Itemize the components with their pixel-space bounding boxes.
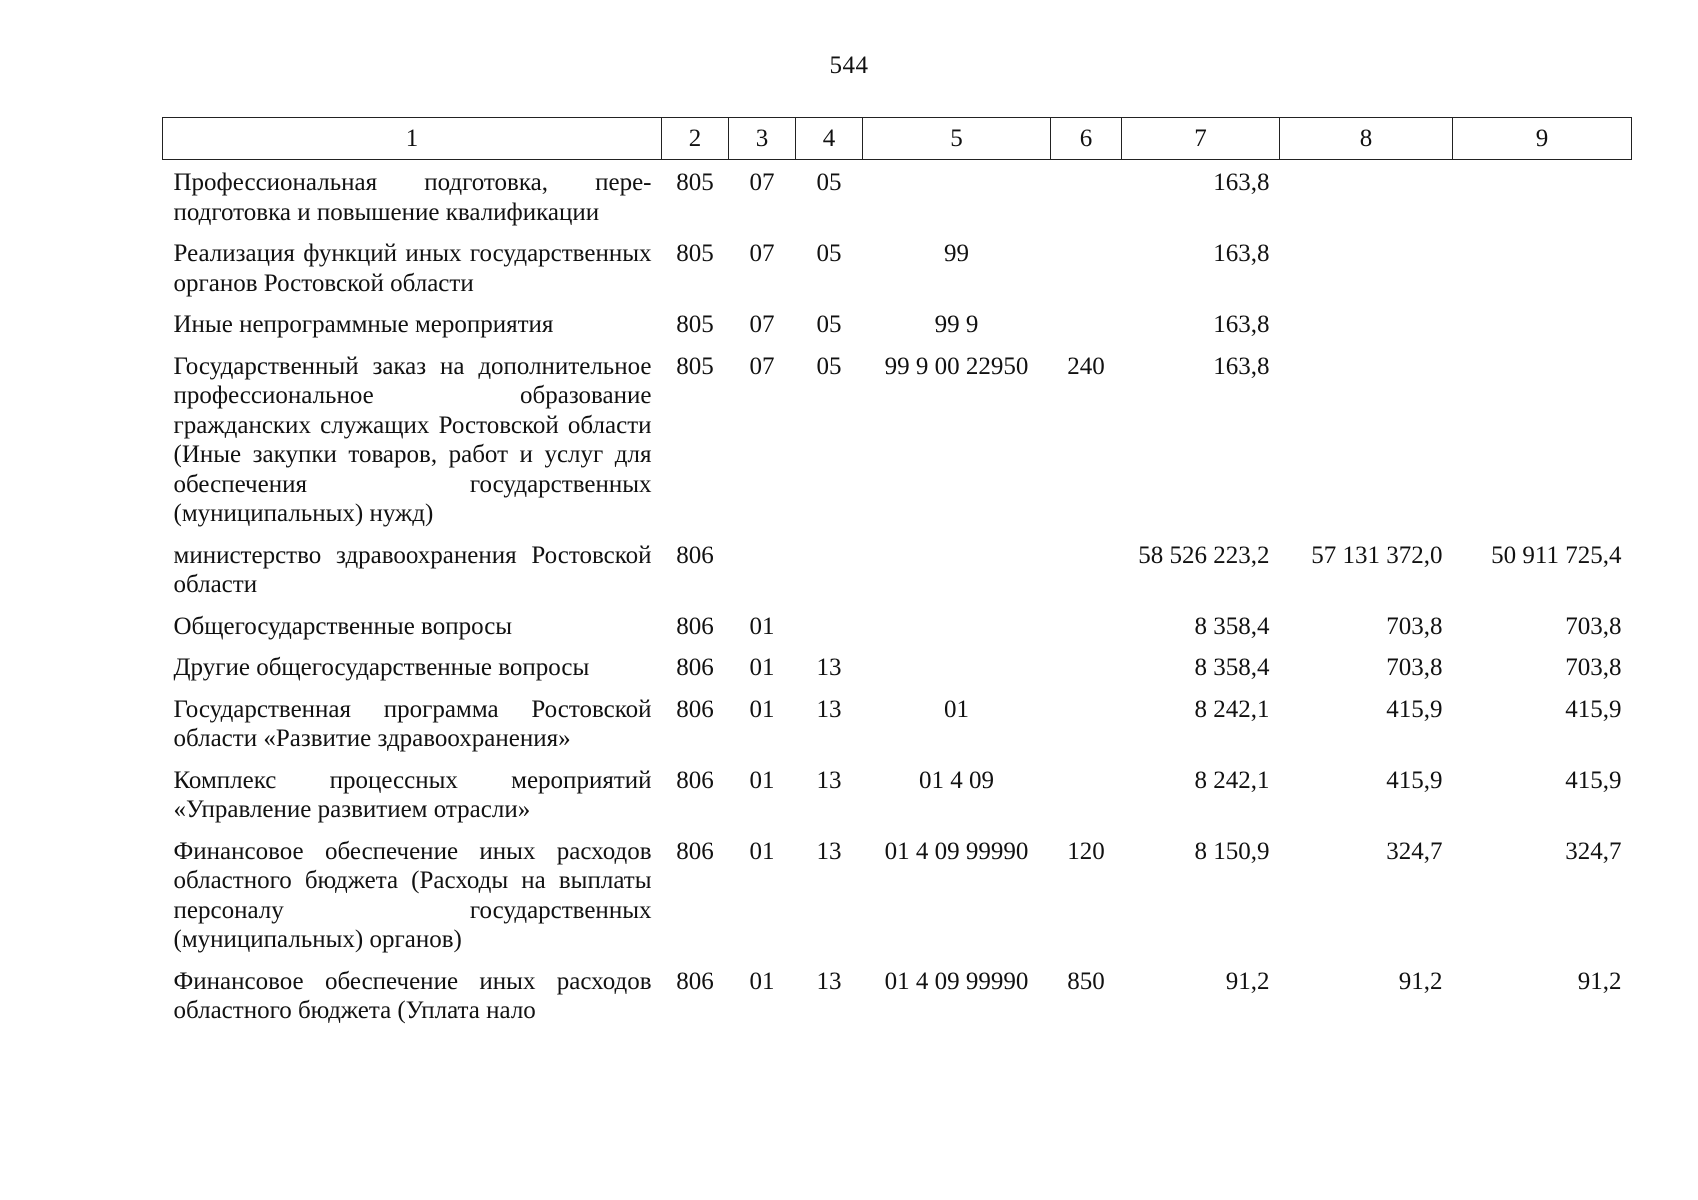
- code-cell-6: [1051, 533, 1122, 604]
- code-cell-2: 805: [676, 240, 714, 267]
- amount-cell-7: 163,8: [1213, 352, 1270, 380]
- amount-cell-9: [1453, 302, 1632, 344]
- code-cell-6: [1051, 302, 1122, 344]
- code-cell-4: 13: [816, 837, 842, 865]
- code-cell-5: 01: [944, 695, 969, 723]
- code-cell-4: 13: [816, 654, 842, 681]
- table-row: [163, 604, 1632, 646]
- code-cell-3: 07: [749, 311, 775, 338]
- amount-cell-9: 415,9: [1565, 695, 1622, 723]
- code-cell-2: 806: [676, 612, 714, 640]
- code-cell-5: 01 4 09: [919, 766, 994, 794]
- code-cell-2: 805: [676, 311, 714, 338]
- code-cell-5: 99 9 00 22950: [884, 352, 1029, 380]
- code-cell-3: [729, 533, 796, 604]
- code-cell-4: [796, 604, 863, 646]
- amount-cell-8: 57 131 372,0: [1311, 541, 1443, 569]
- amount-cell-7: 8 242,1: [1194, 695, 1270, 723]
- amount-cell-8: 415,9: [1386, 695, 1443, 723]
- code-cell-3: 01: [749, 837, 775, 865]
- amount-cell-7: 91,2: [1225, 967, 1270, 995]
- amount-cell-8: [1280, 302, 1453, 344]
- code-cell-3: 07: [749, 240, 775, 267]
- table-row: [163, 302, 1632, 344]
- code-cell-6: 850: [1067, 967, 1105, 995]
- code-cell-5: [863, 645, 1051, 687]
- budget-table: [162, 117, 1632, 1030]
- code-cell-5: [863, 160, 1051, 232]
- row-name-cell: Государственный заказ на дополнительное профессиональное образование гражданских служащих Ростовской области (Иные закупки товаров, работ и услуг для обеспечения государственных (муниципальных) нужд): [173, 352, 652, 527]
- amount-cell-7: 8 150,9: [1194, 837, 1270, 865]
- code-cell-4: 05: [816, 311, 842, 338]
- table-row: [163, 829, 1632, 959]
- code-cell-2: 806: [676, 541, 714, 569]
- column-header: 6: [1051, 118, 1122, 160]
- code-cell-4: 05: [816, 169, 842, 196]
- page-number: 544: [829, 52, 869, 79]
- amount-cell-7: 8 242,1: [1194, 766, 1270, 794]
- amount-cell-9: [1453, 344, 1632, 533]
- code-cell-2: 806: [676, 695, 714, 723]
- code-cell-3: 01: [749, 695, 775, 723]
- column-header: 3: [729, 118, 796, 160]
- row-name-cell: Комплекс процессных мероприятий «Управление развитием отрасли»: [173, 766, 652, 823]
- code-cell-2: 806: [676, 766, 714, 794]
- code-cell-4: 13: [816, 695, 842, 723]
- code-cell-6: [1051, 758, 1122, 829]
- code-cell-3: 07: [749, 169, 775, 196]
- code-cell-3: 07: [749, 352, 775, 380]
- amount-cell-8: 703,8: [1386, 654, 1443, 681]
- code-cell-5: [863, 604, 1051, 646]
- code-cell-4: 13: [816, 967, 842, 995]
- column-header: 9: [1453, 118, 1632, 160]
- code-cell-2: 806: [676, 967, 714, 995]
- row-name-cell: Финансовое обеспечение иных расходов областного бюджета (Расходы на выплаты персоналу государственных (муниципальных) органов): [173, 837, 652, 953]
- row-name-cell: министерство здравоохранения Ростовской области: [173, 541, 652, 598]
- code-cell-6: 240: [1067, 352, 1105, 380]
- table-row: [163, 533, 1632, 604]
- table-header: [163, 118, 1632, 160]
- code-cell-6: [1051, 645, 1122, 687]
- amount-cell-8: [1280, 231, 1453, 302]
- header-row: [163, 118, 1632, 160]
- amount-cell-8: [1280, 160, 1453, 232]
- amount-cell-7: 58 526 223,2: [1138, 541, 1270, 569]
- code-cell-4: 05: [816, 352, 842, 380]
- row-name-cell: Общегосударственные вопросы: [173, 612, 513, 640]
- amount-cell-9: 415,9: [1565, 766, 1622, 794]
- code-cell-5: 99: [944, 240, 969, 267]
- amount-cell-8: 703,8: [1386, 612, 1443, 640]
- column-header: 1: [163, 118, 662, 160]
- amount-cell-7: 163,8: [1213, 240, 1270, 267]
- code-cell-6: [1051, 231, 1122, 302]
- code-cell-6: 120: [1067, 837, 1105, 865]
- code-cell-6: [1051, 160, 1122, 232]
- column-header: 2: [662, 118, 729, 160]
- row-name-cell: Иные непрограммные мероприятия: [173, 311, 554, 338]
- code-cell-5: [863, 533, 1051, 604]
- amount-cell-9: [1453, 231, 1632, 302]
- code-cell-2: 806: [676, 837, 714, 865]
- table-row: [163, 344, 1632, 533]
- amount-cell-8: [1280, 344, 1453, 533]
- code-cell-3: 01: [749, 612, 775, 640]
- amount-cell-9: 91,2: [1577, 967, 1622, 995]
- column-header: 7: [1122, 118, 1280, 160]
- row-name-cell: Государственная программа Ростовской области «Развитие здравоохранения»: [173, 695, 652, 752]
- code-cell-4: 13: [816, 766, 842, 794]
- row-name-cell: Другие общегосударственные вопросы: [173, 654, 590, 681]
- code-cell-2: 806: [676, 654, 714, 681]
- row-name-cell: Профессиональная подготовка, переподготовка и повышение квалификации: [173, 169, 652, 226]
- code-cell-3: 01: [749, 654, 775, 681]
- code-cell-6: [1051, 604, 1122, 646]
- code-cell-5: 01 4 09 99990: [884, 967, 1029, 995]
- table-row: [163, 231, 1632, 302]
- code-cell-4: 05: [816, 240, 842, 267]
- amount-cell-8: 91,2: [1398, 967, 1443, 995]
- column-header: 8: [1280, 118, 1453, 160]
- code-cell-2: 805: [676, 169, 714, 196]
- row-name-cell: Реализация функций иных государственных органов Ростовской области: [173, 240, 652, 297]
- amount-cell-9: 703,8: [1565, 654, 1622, 681]
- code-cell-6: [1051, 687, 1122, 758]
- amount-cell-9: 50 911 725,4: [1491, 541, 1622, 569]
- amount-cell-9: 703,8: [1565, 612, 1622, 640]
- amount-cell-9: [1453, 160, 1632, 232]
- table-row: [163, 758, 1632, 829]
- table-row: [163, 687, 1632, 758]
- amount-cell-8: 324,7: [1386, 837, 1443, 865]
- amount-cell-7: 8 358,4: [1194, 654, 1270, 681]
- table-row: [163, 959, 1632, 1030]
- code-cell-3: 01: [749, 766, 775, 794]
- code-cell-3: 01: [749, 967, 775, 995]
- code-cell-5: 99 9: [934, 311, 979, 338]
- column-header: 4: [796, 118, 863, 160]
- code-cell-2: 805: [676, 352, 714, 380]
- amount-cell-7: 163,8: [1213, 169, 1270, 196]
- code-cell-5: 01 4 09 99990: [884, 837, 1029, 865]
- amount-cell-9: 324,7: [1565, 837, 1622, 865]
- amount-cell-8: 415,9: [1386, 766, 1443, 794]
- amount-cell-7: 8 358,4: [1194, 612, 1270, 640]
- table-row: [163, 645, 1632, 687]
- amount-cell-7: 163,8: [1213, 311, 1270, 338]
- table-body: [163, 160, 1632, 1030]
- column-header: 5: [863, 118, 1051, 160]
- table-row: [163, 160, 1632, 232]
- code-cell-4: [796, 533, 863, 604]
- row-name-cell: Финансовое обеспечение иных расходов областного бюджета (Уплата нало: [173, 967, 652, 1024]
